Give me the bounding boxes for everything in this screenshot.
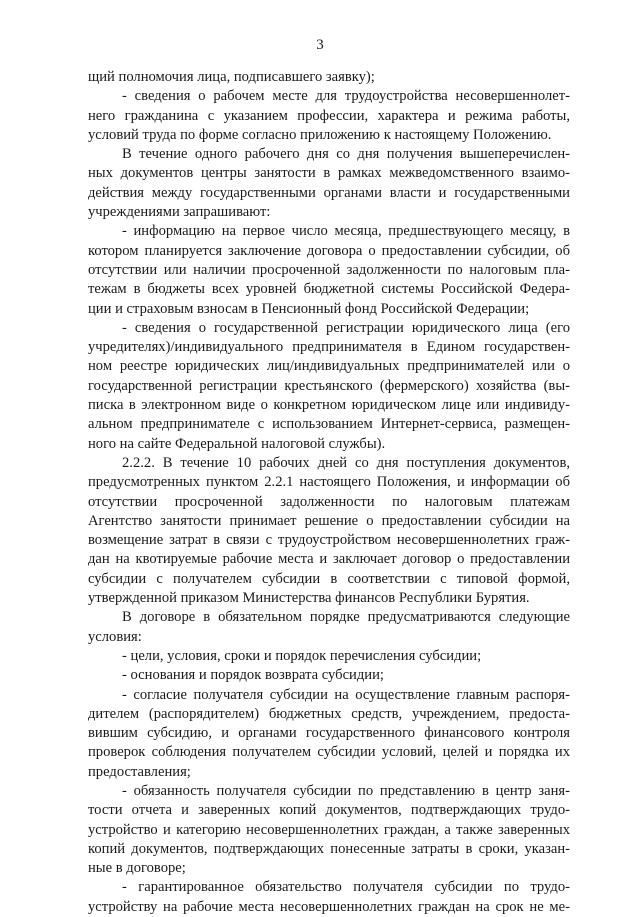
text-line: устройству на рабочие места несовершеннолетних граждан на срок не ме- <box>88 898 570 915</box>
text-line: В договоре в обязательном порядке предусматриваются следующие <box>122 609 570 626</box>
text-line: - согласие получателя субсидии на осуществление главным распоря- <box>122 686 570 703</box>
paragraph <box>88 145 570 222</box>
text-line: ном реестре юридических лиц/индивидуальных предпринимателей или о <box>88 358 570 375</box>
paragraph <box>88 666 570 685</box>
text-line: альном предпринимателе с использованием Интернет-сервиса, размещен- <box>88 416 570 433</box>
text-line: тости отчета и заверенных копий документов, подтверждающих трудо- <box>88 802 570 819</box>
paragraph <box>88 68 570 87</box>
paragraph <box>88 878 570 917</box>
text-line: - сведения о государственной регистрации юридического лица (его <box>122 319 570 336</box>
text-line: дан на квотируемые рабочие места и заключает договор о предоставлении <box>88 551 570 568</box>
text-line: отсутствии или наличии просроченной задолженности по налоговым пла- <box>88 261 570 278</box>
text-line: котором планируется заключение договора о предоставлении субсидии, об <box>88 242 570 259</box>
paragraph <box>88 782 570 878</box>
paragraph <box>88 686 570 782</box>
text-line: действия между государственными органами власти и государственными <box>88 184 570 201</box>
text-line: него гражданина с указанием профессии, характера и режима работы, <box>88 107 570 124</box>
paragraph <box>88 222 570 318</box>
text-line: тежам в бюджеты всех уровней бюджетной системы Российской Федера- <box>88 281 570 298</box>
text-line: утвержденной приказом Министерства финансов Республики Бурятия. <box>88 590 530 607</box>
page-number: 3 <box>316 37 324 53</box>
paragraph <box>88 608 570 647</box>
text-line: - сведения о рабочем месте для трудоустройства несовершеннолет- <box>122 88 570 105</box>
text-line: ции и страховым взносам в Пенсионный фонд Российской Федерации; <box>88 300 530 317</box>
text-line: возмещение затрат в связи с трудоустройством несовершеннолетних граж- <box>88 532 570 549</box>
text-line: вившим субсидию, и органами государственного финансового контроля <box>88 725 570 742</box>
text-line: - гарантированное обязательство получателя субсидии по трудо- <box>122 879 570 896</box>
text-line: отсутствии просроченной задолженности по налоговым платежам <box>88 493 570 510</box>
paragraph <box>88 87 570 145</box>
text-line: условия: <box>88 628 142 645</box>
text-line: - обязанность получателя субсидии по представлению в центр заня- <box>122 782 570 799</box>
text-line: - основания и порядок возврата субсидии; <box>122 667 384 684</box>
text-line: предоставления; <box>88 763 191 780</box>
text-line: государственной регистрации крестьянского (фермерского) хозяйства (вы- <box>88 377 570 394</box>
paragraph <box>88 647 570 666</box>
text-line: ного на сайте Федеральной налоговой службы). <box>88 435 386 452</box>
text-line: дителем (распорядителем) бюджетных средств, учреждением, предоста- <box>88 705 570 722</box>
paragraph <box>88 454 570 608</box>
text-line: условий труда по форме согласно приложению к настоящему Положению. <box>88 126 552 143</box>
text-line: В течение одного рабочего дня со дня получения вышеперечислен- <box>122 146 570 163</box>
text-line: щий полномочия лица, подписавшего заявку); <box>88 69 375 85</box>
text-line: Агентство занятости принимает решение о предоставлении субсидии на <box>88 512 570 529</box>
paragraph <box>88 319 570 454</box>
text-line: писка в электронном виде о конкретном юридическом лице или индивиду- <box>88 397 570 414</box>
text-line: устройство и категорию несовершеннолетних граждан, а также заверенных <box>88 821 570 838</box>
document-body <box>88 68 570 917</box>
text-line: ные в договоре; <box>88 860 186 877</box>
text-line: учреждениями запрашивают: <box>88 204 271 221</box>
text-line: предусмотренных пунктом 2.2.1 настоящего Положения, и информации об <box>88 474 570 491</box>
text-line: - цели, условия, сроки и порядок перечисления субсидии; <box>122 647 482 664</box>
text-line: 2.2.2. В течение 10 рабочих дней со дня поступления документов, <box>122 454 570 471</box>
text-line: - информацию на первое число месяца, предшествующего месяцу, в <box>122 223 570 240</box>
text-line: проверок соблюдения получателем субсидии условий, целей и порядка их <box>88 744 570 761</box>
text-line: учредителях)/индивидуального предпринимателя в Едином государствен- <box>88 339 570 356</box>
text-line: субсидии с получателем субсидии в соответствии с типовой формой, <box>88 570 570 587</box>
text-line: ных документов центры занятости в рамках межведомственного взаимо- <box>88 165 570 182</box>
text-line: копий документов, подтверждающих понесенные затраты в сроки, указан- <box>88 840 570 857</box>
